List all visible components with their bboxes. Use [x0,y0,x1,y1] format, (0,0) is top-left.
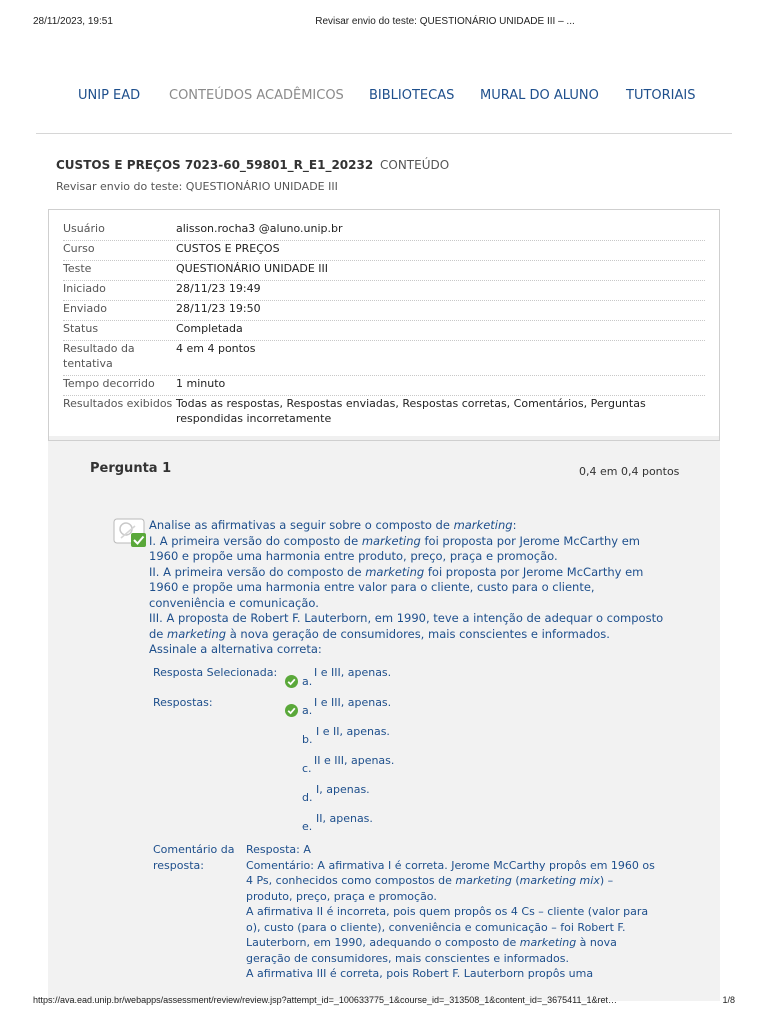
print-footer [0,995,768,1009]
summary-label: Resultados exibidos [63,397,173,410]
option-text: I, apenas. [316,783,370,796]
selected-answer-letter: a. [302,675,313,688]
attempt-summary [48,209,720,441]
comment-answer: Resposta: A [246,843,311,856]
summary-label: Enviado [63,302,107,315]
answers-label: Respostas: [153,696,213,709]
summary-label: Tempo decorrido [63,377,155,390]
summary-row-teste [63,261,705,281]
nav-conteudos-academicos[interactable]: CONTEÚDOS ACADÊMICOS [169,88,344,103]
comment-paragraph-1: Comentário: A afirmativa I é correta. Jerome McCarthy propôs em 1960 os 4 Ps, conhecidos como compostos de marketing (marketing mix) – produto, preço, praça e promoção. [246,858,655,903]
summary-value: QUESTIONÁRIO UNIDADE III [176,262,329,275]
statement-i: I. A primeira versão do composto de marketing foi proposta por Jerome McCarthy em 1960 e propõe uma harmonia entre produto, preço, praça e promoção. [149,533,640,563]
question-title: Pergunta 1 [90,461,172,476]
option-text: II, apenas. [316,812,373,825]
summary-value: CUSTOS E PREÇOS [176,242,280,255]
summary-label: Iniciado [63,282,106,295]
summary-row-enviado [63,301,705,321]
option-letter: a. [302,704,313,717]
summary-label: Usuário [63,222,105,235]
correct-check-icon [285,675,298,688]
nav-bibliotecas[interactable]: BIBLIOTECAS [369,88,455,103]
comment-paragraph-3: A afirmativa III é correta, pois Robert F. Lauterborn propôs uma [246,967,594,980]
summary-label: Resultado da tentativa [63,342,135,370]
option-letter: b. [302,733,313,746]
summary-row-status [63,321,705,341]
correct-check-icon [285,704,298,717]
summary-label: Status [63,322,99,335]
option-text: I e II, apenas. [316,725,390,738]
summary-value: 1 minuto [176,377,226,390]
page-title: Revisar envio do teste: QUESTIONÁRIO UNIDADE III [56,180,338,193]
content-link[interactable]: CONTEÚDO [380,158,450,172]
question-text [149,518,669,658]
summary-label: Curso [63,242,95,255]
option-letter: d. [302,791,313,804]
print-title: Revisar envio do teste: QUESTIONÁRIO UNIDADE III – ... [315,16,575,27]
option-letter: e. [302,820,313,833]
answer-comment [246,842,656,982]
summary-row-tempo [63,376,705,396]
print-header [0,16,768,30]
summary-value: 4 em 4 pontos [176,342,256,355]
summary-row-resultados-exibidos [63,396,705,430]
summary-row-curso [63,241,705,261]
print-date: 28/11/2023, 19:51 [33,16,113,27]
comment-label: Comentário da resposta: [153,843,235,872]
print-page-number: 1/8 [722,995,735,1005]
summary-row-resultado [63,341,705,376]
statement-ii: II. A primeira versão do composto de marketing foi proposta por Jerome McCarthy em 1960 e propõe uma harmonia entre valor para o cliente, custo para o cliente, conveniência e comunicação. [149,564,644,610]
summary-label: Teste [63,262,92,275]
summary-value: alisson.rocha3 @aluno.unip.br [176,222,343,235]
summary-bottom-strip [49,436,719,440]
statement-iii: III. A proposta de Robert F. Lauterborn, em 1990, teve a intenção de adequar o composto de marketing à nova geração de consumidores, mais conscientes e informados. [149,611,664,641]
summary-row-iniciado [63,281,705,301]
summary-value: Todas as respostas, Respostas enviadas, Respostas corretas, Comentários, Perguntas respondidas incorretamente [176,397,646,425]
top-navigation [0,88,768,108]
option-text: II e III, apenas. [314,754,395,767]
question-prompt: Assinale a alternativa correta: [149,642,322,656]
course-breadcrumb [56,158,450,172]
nav-unip-ead[interactable]: UNIP EAD [78,88,141,103]
selected-answer-text: I e III, apenas. [314,666,392,679]
summary-value: 28/11/23 19:49 [176,282,261,295]
question-points: 0,4 em 0,4 pontos [579,465,680,478]
option-letter: c. [302,762,312,775]
summary-value: Completada [176,322,243,335]
selected-answer-label: Resposta Selecionada: [153,666,278,679]
correct-answer-icon [113,518,147,548]
course-code-link[interactable]: CUSTOS E PREÇOS 7023-60_59801_R_E1_20232 [56,158,374,172]
print-url: https://ava.ead.unip.br/webapps/assessment/review/review.jsp?attempt_id=_100633775_1&course_id=_313508_1&content_id=_3675411_1&ret… [33,995,617,1005]
nav-mural-do-aluno[interactable]: MURAL DO ALUNO [480,88,599,103]
question-intro: Analise as afirmativas a seguir sobre o composto de marketing: [149,518,517,532]
nav-divider [36,133,732,134]
nav-tutoriais[interactable]: TUTORIAIS [626,88,696,103]
summary-row-usuario [63,221,705,241]
summary-value: 28/11/23 19:50 [176,302,261,315]
comment-paragraph-2: A afirmativa II é incorreta, pois quem propôs os 4 Cs – cliente (valor para o), custo (para o cliente), conveniência e comunicação – foi Robert F. Lauterborn, em 1990, adequando o composto de marketing à nova geração de consumidores, mais conscientes e informados. [246,905,649,965]
option-text: I e III, apenas. [314,696,392,709]
